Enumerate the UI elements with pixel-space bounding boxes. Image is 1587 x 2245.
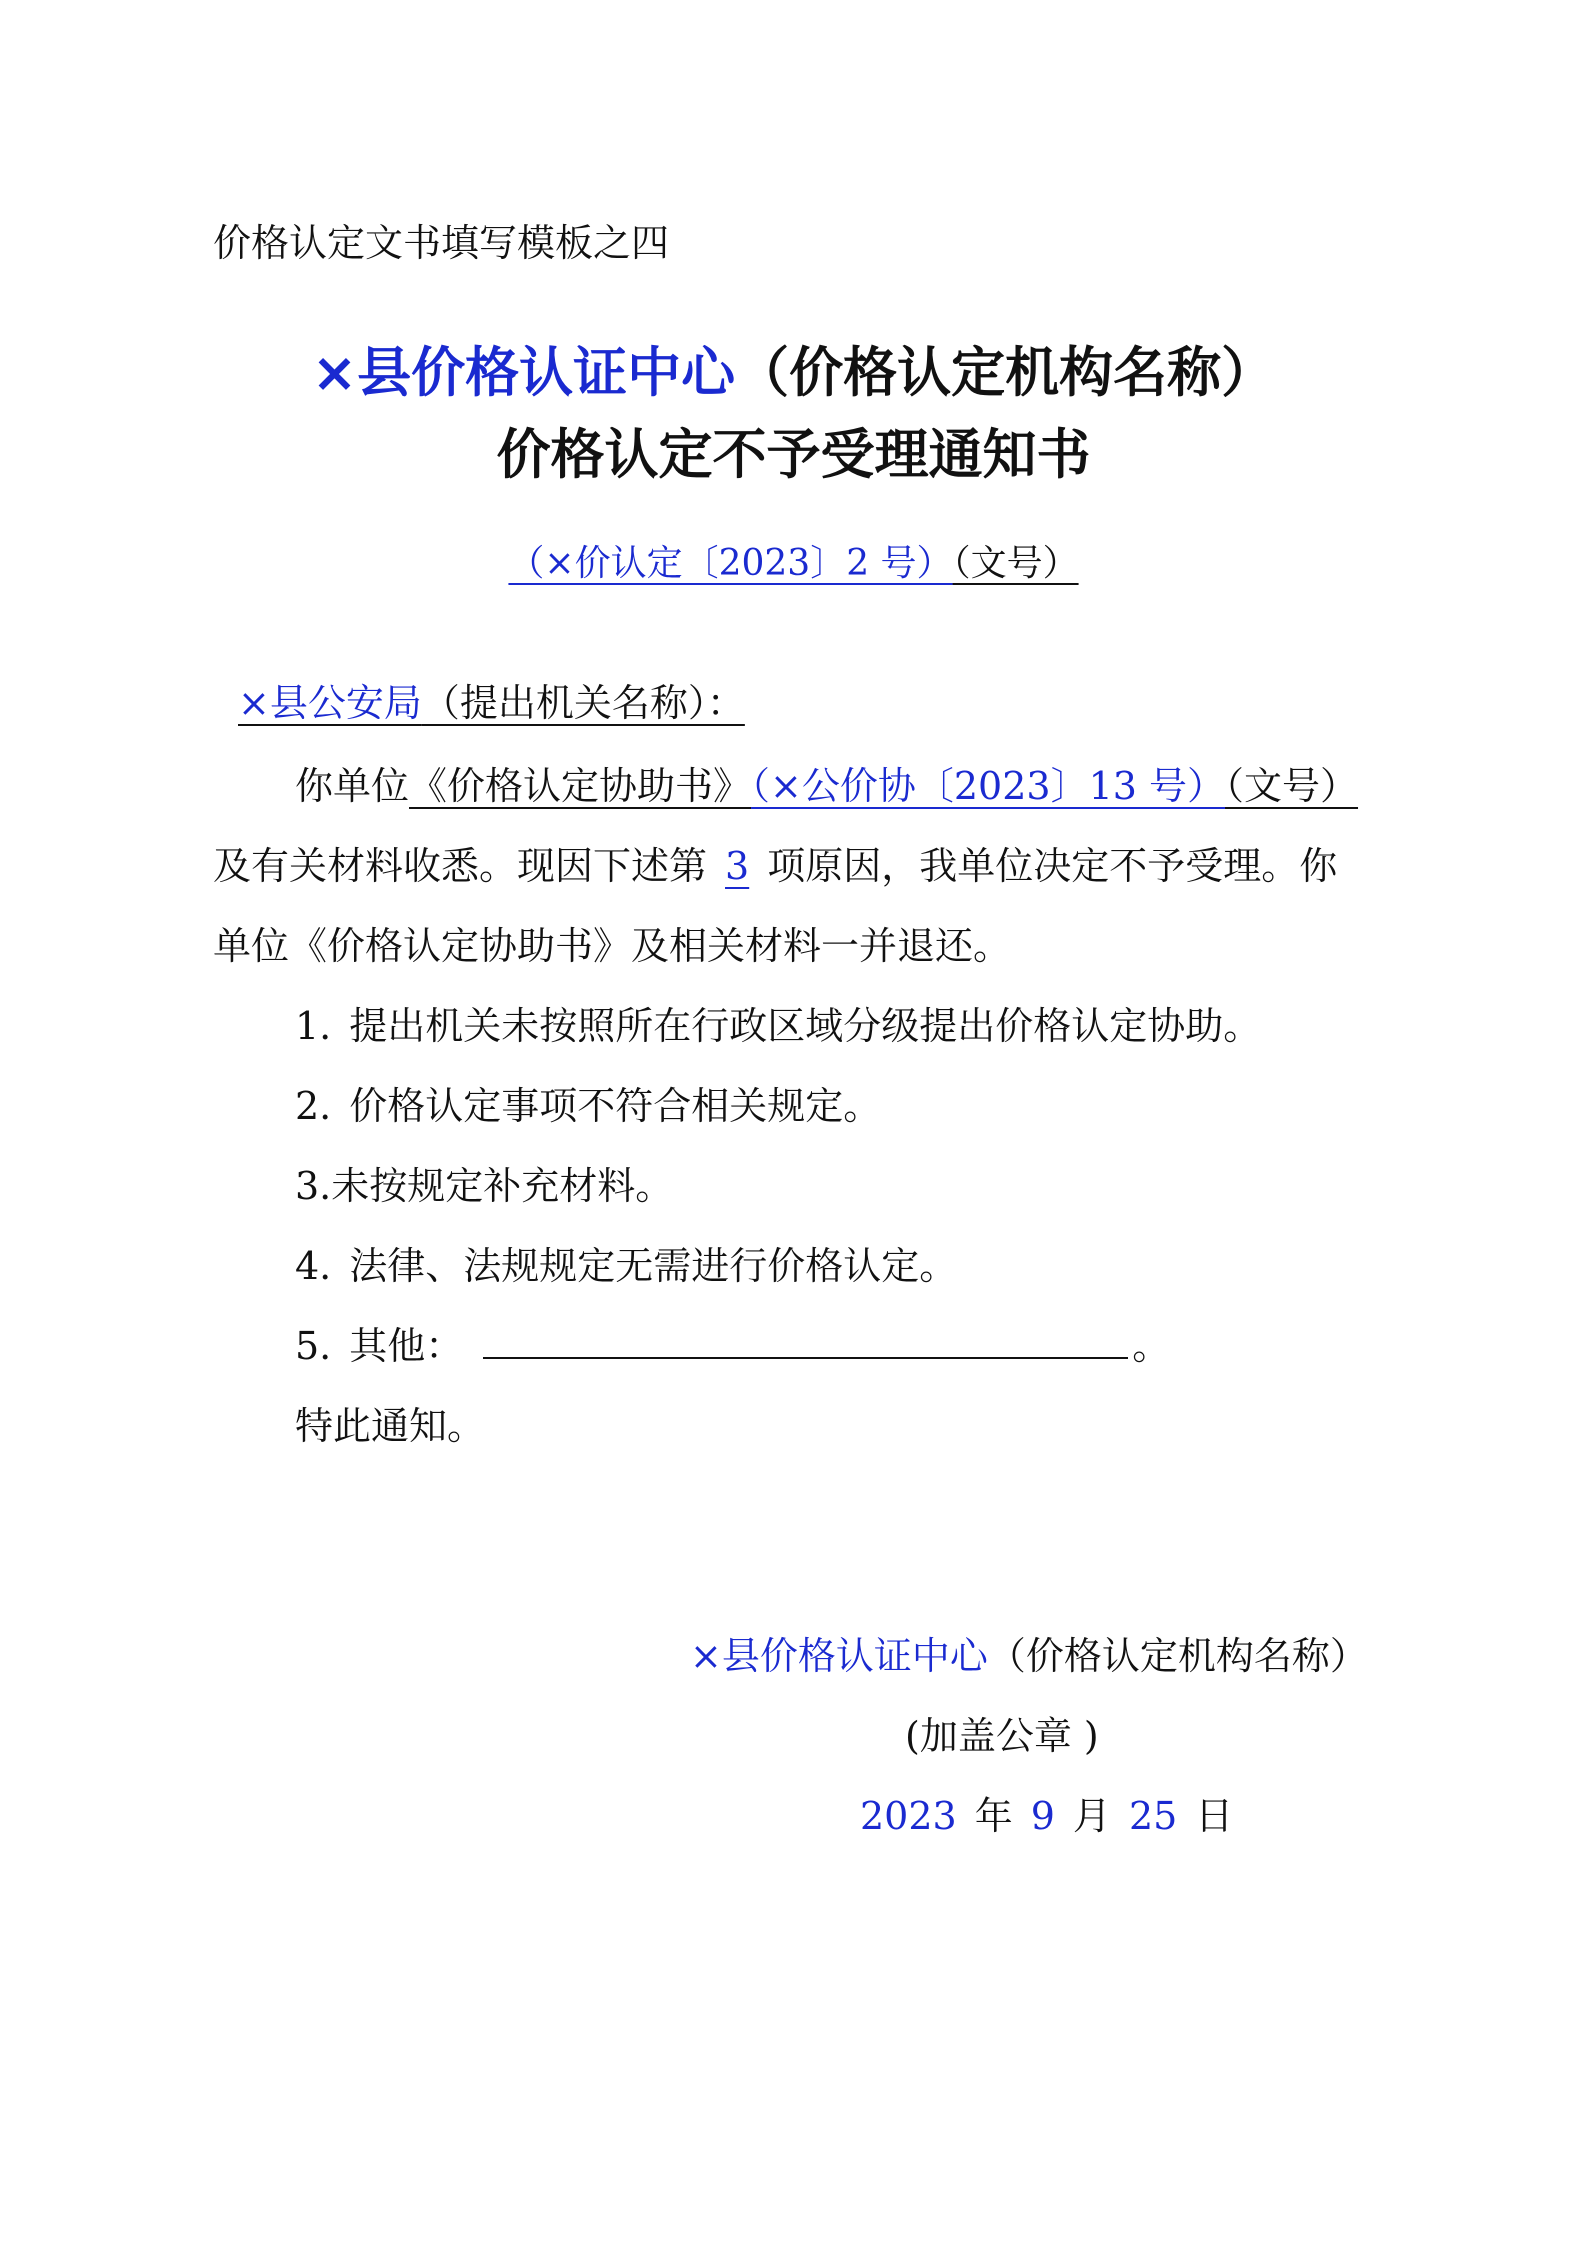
title-org-note: （价格认定机构名称） xyxy=(735,341,1276,404)
body-paragraph-line1 xyxy=(295,755,1358,810)
p1-doc: 《价格认定协助书》 xyxy=(409,764,752,808)
reason-text: 提出机关未按照所在行政区域分级提出价格认定协助。 xyxy=(349,1004,1262,1048)
reason-item xyxy=(295,1075,881,1130)
p2-item: 3 xyxy=(725,844,750,888)
reason-end: 。 xyxy=(1132,1324,1171,1368)
doc-number-note: （文号） xyxy=(952,543,1079,584)
signature-date xyxy=(860,1785,1233,1840)
reason-item xyxy=(295,1155,673,1210)
body-paragraph-line2 xyxy=(213,835,1337,890)
reason-item xyxy=(295,995,1261,1050)
addressee xyxy=(238,672,745,727)
reason-item xyxy=(295,1315,1170,1370)
reason-text: 未按规定补充材料。 xyxy=(331,1164,674,1208)
reason-number: 4. xyxy=(295,1244,332,1288)
p1-docnum: （×公价协〔2023〕13 号） xyxy=(751,764,1226,808)
template-label: 价格认定文书填写模板之四 xyxy=(213,221,670,265)
seal-note: (加盖公章 ) xyxy=(905,1714,1099,1758)
p1-prefix: 你单位 xyxy=(295,764,410,808)
addressee-name: ×县公安局 xyxy=(238,681,422,725)
reason-text: 价格认定事项不符合相关规定。 xyxy=(349,1084,882,1128)
p1-docnum-note: （文号） xyxy=(1225,764,1359,808)
date-month-unit: 月 xyxy=(1072,1794,1111,1838)
date-month: 9 xyxy=(1030,1794,1055,1838)
body-paragraph-line3: 单位《价格认定协助书》及相关材料一并退还。 xyxy=(213,924,1012,968)
date-year: 2023 xyxy=(860,1794,957,1838)
doc-number-value: （×价认定〔2023〕2 号） xyxy=(508,543,953,584)
p2-text: 及有关材料收悉。现因下述第 xyxy=(213,844,708,888)
signature-org-name: ×县价格认证中心 xyxy=(690,1634,988,1678)
reason-item xyxy=(295,1235,957,1290)
document-number xyxy=(0,535,1587,586)
title-org-name: ×县价格认证中心 xyxy=(311,341,736,404)
closing-notice: 特此通知。 xyxy=(295,1404,486,1448)
date-day-unit: 日 xyxy=(1195,1794,1234,1838)
reason-number: 5. xyxy=(295,1324,332,1368)
reason-number: 3. xyxy=(295,1164,332,1208)
reason-text: 其他： xyxy=(349,1324,464,1368)
addressee-note: （提出机关名称）： xyxy=(421,681,745,725)
date-year-unit: 年 xyxy=(974,1794,1013,1838)
document-title-org xyxy=(0,330,1587,407)
reason-text: 法律、法规规定无需进行价格认定。 xyxy=(349,1244,958,1288)
document-title: 价格认定不予受理通知书 xyxy=(496,423,1091,486)
date-day: 25 xyxy=(1128,1794,1178,1838)
reason-number: 1. xyxy=(295,1004,332,1048)
signature-org xyxy=(690,1625,1368,1680)
signature-org-note: （价格认定机构名称） xyxy=(987,1634,1368,1678)
p2-rest: 项原因，我单位决定不予受理。你 xyxy=(767,844,1338,888)
blank-fill-line xyxy=(483,1321,1128,1359)
reason-number: 2. xyxy=(295,1084,332,1128)
